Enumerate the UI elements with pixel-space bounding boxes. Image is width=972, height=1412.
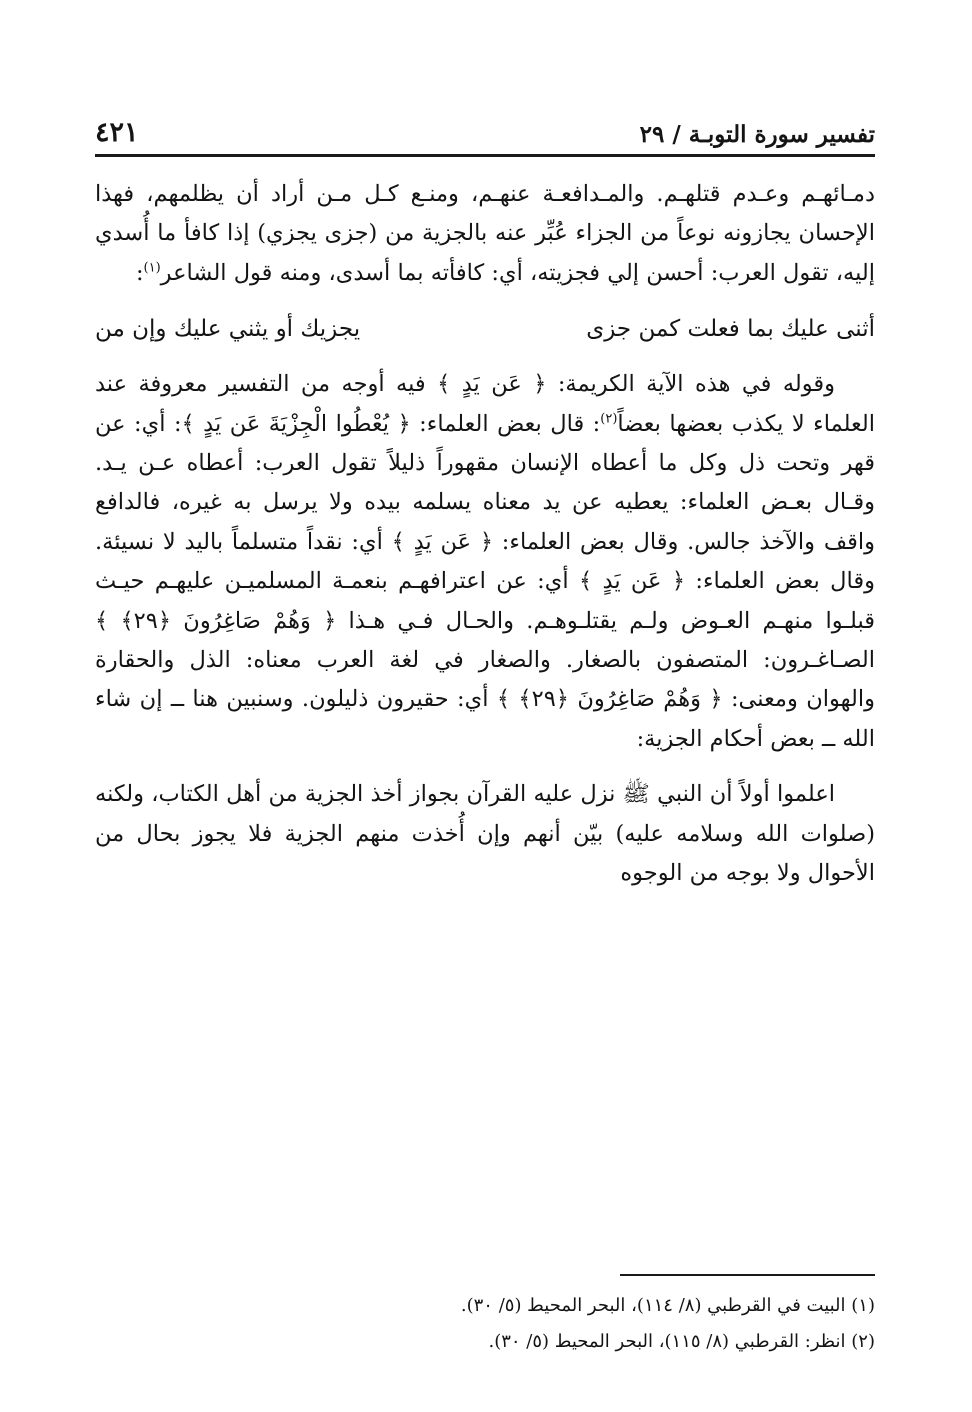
paragraph (95, 365, 875, 759)
poetry-verse (95, 309, 875, 349)
page-number: ٤٢١ (95, 117, 139, 148)
paragraph-text: : (135, 259, 144, 286)
paragraph-text: : قال بعض العلماء: ﴿ يُعْطُوا الْجِزْيَةَ عَن يَدٍ ﴾: أي: عن قهر وتحت ذل وكل ما أعطاه الإنسان مقهوراً ذليلاً تقول العرب: أعطاه عـن يـد. وقـال بعـض العلماء: يعطيه عن يد معناه يسلمه بيده ولا يرسل به غيره، فالدافع واقف والآخذ جالس. وقال بعض العلماء: ﴿ عَن يَدٍ ﴾ أي: نقداً متسلماً باليد لا نسيئة. وقال بعض العلماء: ﴿ عَن يَدٍ ﴾ أي: عن اعترافهـم بنعمـة المسلميـن عليهـم حيـث قبلـوا منهـم العـوض ولـم يقتلـوهـم. والحـال فـي هـذا ﴿ وَهُمْ صَاغِرُونَ ﴿٢٩﴾ ﴾ الصـاغـرون: المتصفون بالصغار. والصغار في لغة العرب معناه: الذل والحقارة والهوان ومعنى: ﴿ وَهُمْ صَاغِرُونَ ﴿٢٩﴾ ﴾ أي: حقيرون ذليلون. وسنبين هنا ــ إن شاء الله ــ بعض أحكام الجزية: (95, 410, 875, 752)
paragraph-text: دمـائهـم وعـدم قتلهـم. والمـدافعـة عنهـم، ومنـع كـل مـن أراد أن يظلمهم، فهذا الإحسان يجازونه نوعاً من الجزاء عُبِّر عنه بالجزية من (جزى يجزي) إذا كافأ ما أُسدي إليه، تقول العرب: أحسن إلي فجزيته، أي: كافأته بما أسدى، ومنه قول الشاعر (95, 181, 875, 286)
running-title: تفسير سورة التوبـة / ٢٩ (639, 121, 875, 148)
paragraph-text: وقوله في هذه الآية الكريمة: ﴿ عَن يَدٍ ﴾ فيه أوجه من التفسير معروفة عند العلماء لا يكذب بعضها بعضاً (95, 371, 876, 437)
page-header (95, 100, 875, 157)
paragraph: اعلموا أولاً أن النبي ﷺ نزل عليه القرآن بجواز أخذ الجزية من أهل الكتاب، ولكنه (صلوات الله وسلامه عليه) بيّن أنهم وإن أُخذت منهم الجزية فلا يجوز بحال من الأحوال ولا بوجه من الوجوه (95, 781, 875, 887)
footnote-marker: (٢) (600, 411, 618, 427)
paragraph (95, 175, 875, 293)
footnotes (95, 1274, 875, 1360)
footnote: (١) البيت في القرطبي (٨/ ١١٤)، البحر المحيط (٥/ ٣٠). (460, 1295, 875, 1316)
main-text (95, 175, 875, 894)
book-page (95, 100, 875, 1360)
footnote-marker: (١) (143, 260, 161, 276)
verse-first-hemistich: أثنى عليك بما فعلت كمن جزى (586, 316, 875, 343)
footnote: (٢) انظر: القرطبي (٨/ ١١٥)، البحر المحيط (٥/ ٣٠). (488, 1331, 875, 1352)
footnote-separator (620, 1274, 875, 1276)
verse-second-hemistich: يجزيك أو يثني عليك وإن من (95, 316, 361, 343)
